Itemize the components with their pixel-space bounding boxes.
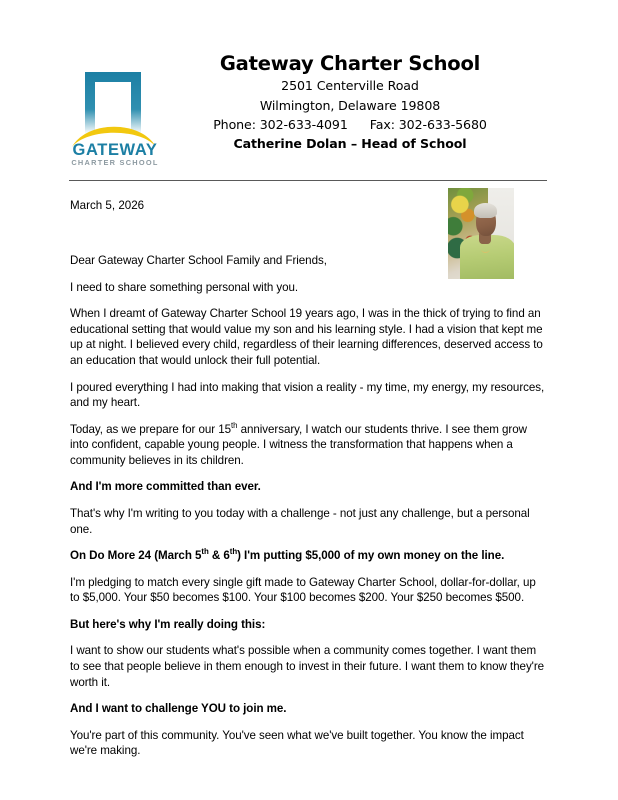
- paragraph-4-ordinal-suffix: th: [230, 420, 238, 430]
- letter-body: [70, 198, 546, 770]
- phone-fax-line: [150, 115, 550, 134]
- paragraph-7-part-b: & 6: [208, 549, 230, 563]
- paragraph-4-part-a: Today, as we prepare for our 15: [70, 422, 231, 436]
- paragraph-7-part-c: ) I'm putting $5,000 of my own money on the line.: [237, 549, 505, 563]
- paragraph-11-bold: And I want to challenge YOU to join me.: [70, 702, 287, 716]
- paragraph-7-bold-challenge: [70, 548, 546, 564]
- letterhead: [0, 52, 618, 172]
- paragraph-12: You're part of this community. You've seen what we've built together. You know the impact we're making.: [70, 728, 524, 758]
- paragraph-7-ordinal-suffix-1: th: [201, 547, 209, 557]
- paragraph-7-ordinal-suffix-2: th: [229, 547, 238, 557]
- salutation: Dear Gateway Charter School Family and Friends,: [70, 254, 327, 268]
- head-of-school-line: Catherine Dolan – Head of School: [233, 135, 467, 151]
- paragraph-6: That's why I'm writing to you today with a challenge - not just any challenge, but a personal one.: [70, 507, 530, 536]
- paragraph-5-bold: And I'm more committed than ever.: [70, 480, 261, 494]
- paragraph-10: I want to show our students what's possible when a community comes together. I want them to see that people believe in them enough to invest in their future. I want them to know they're worth it.: [70, 644, 545, 689]
- paragraph-4: [70, 422, 546, 469]
- logo-wordmark: GATEWAY: [72, 141, 158, 159]
- paragraph-3: I poured everything I had into making that vision a reality - my time, my energy, my resources, and my heart.: [70, 380, 545, 410]
- logo-submark: CHARTER SCHOOL: [71, 158, 159, 167]
- letter-date: March 5, 2026: [70, 199, 145, 212]
- paragraph-9-bold: But here's why I'm really doing this:: [70, 617, 266, 631]
- phone-label: Phone: 302-633-4091: [213, 116, 348, 132]
- paragraph-2: When I dreamt of Gateway Charter School 19 years ago, I was in the thick of trying to find an educational setting that would value my son and his learning style. I had a vision that kept me up at night. I believed every child, regardless of their learning differences, deserved access to an education that would unlock their full potential.: [70, 307, 543, 367]
- address-line-2: Wilmington, Delaware 19808: [259, 97, 441, 113]
- letterhead-text-block: [150, 52, 550, 153]
- header-divider: [69, 180, 547, 181]
- address-line-1: 2501 Centerville Road: [281, 78, 419, 94]
- paragraph-7-part-a: On Do More 24 (March 5: [70, 549, 202, 563]
- paragraph-1: I need to share something personal with you.: [70, 280, 299, 294]
- fax-label: Fax: 302-633-5680: [369, 116, 487, 132]
- paragraph-8: I'm pledging to match every single gift made to Gateway Charter School, dollar-for-dollar, up to $5,000. Your $50 becomes $100. Your $100 becomes $200. Your $250 becomes $500.: [70, 575, 536, 605]
- paragraph-4-part-b: anniversary, I watch our students thrive. I see them grow into confident, capable young people. I witness the transformation that happens when a community believes in its children.: [70, 422, 527, 467]
- school-name: Gateway Charter School: [219, 52, 481, 75]
